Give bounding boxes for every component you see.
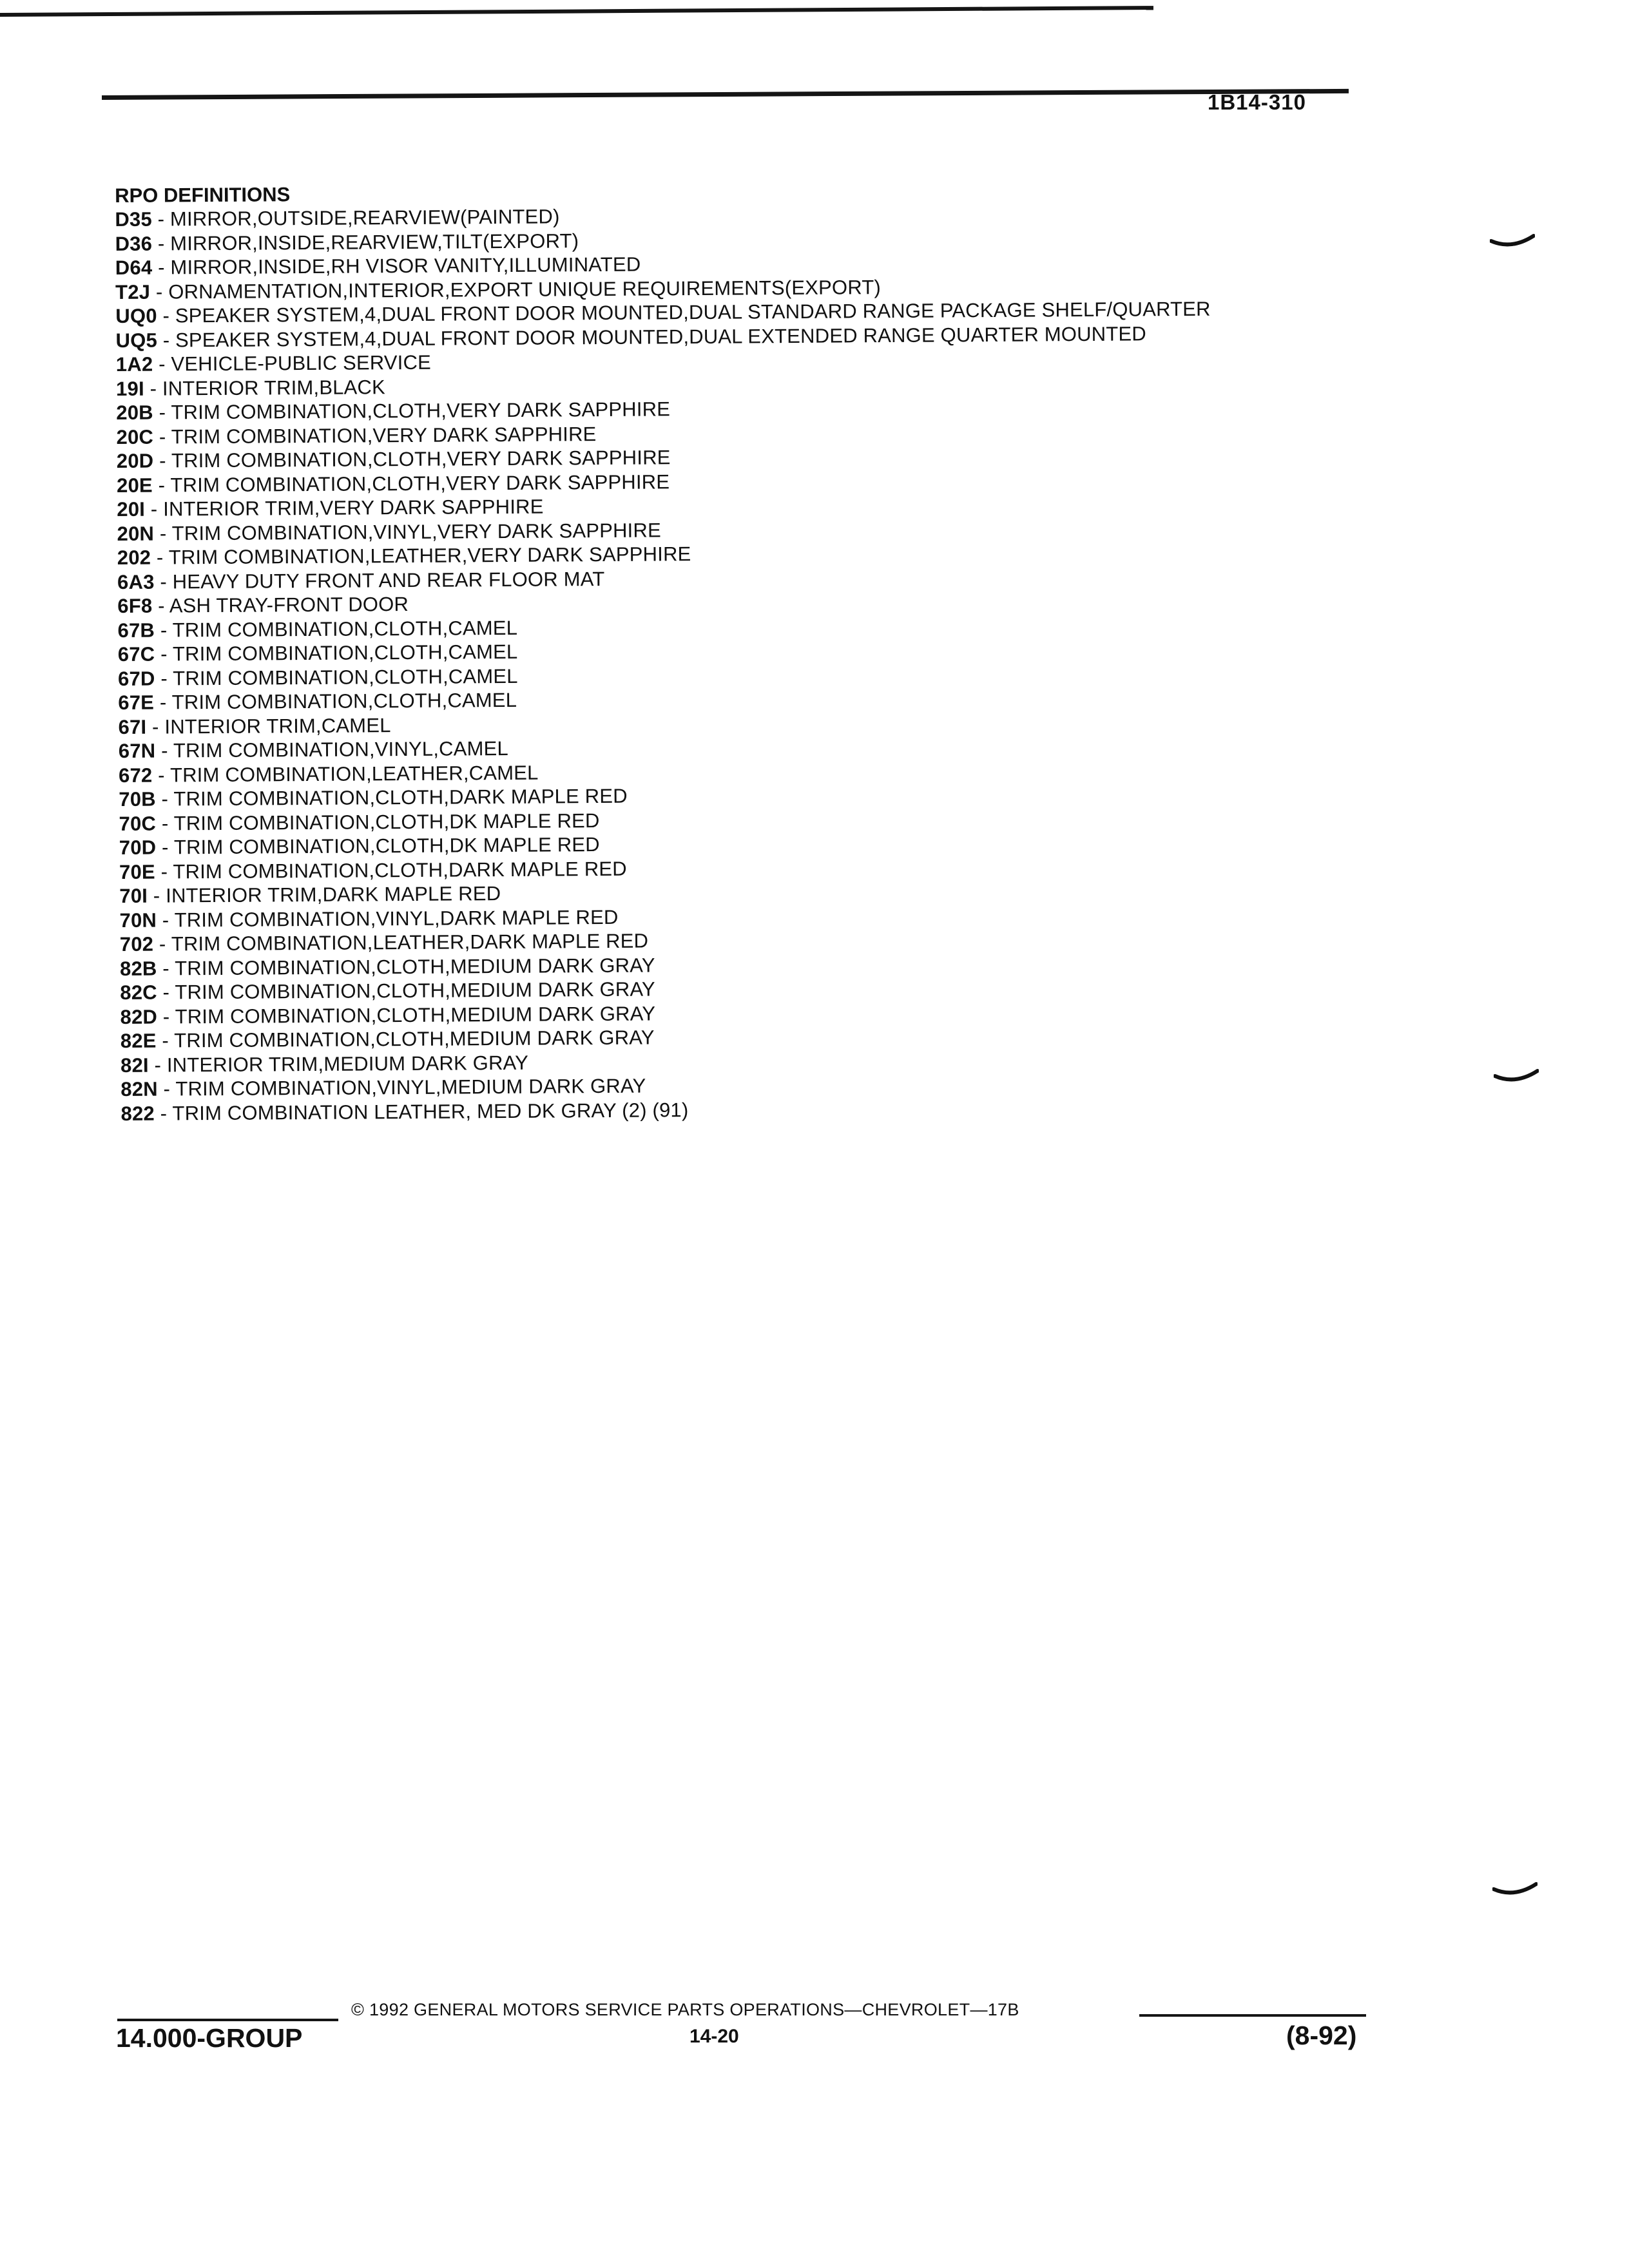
rpo-description: - TRIM COMBINATION,CLOTH,DARK MAPLE RED <box>155 857 627 883</box>
rpo-code: 70D <box>119 836 157 859</box>
rpo-description: - ORNAMENTATION,INTERIOR,EXPORT UNIQUE REQUIREMENTS(EXPORT) <box>150 275 882 303</box>
rpo-code: T2J <box>115 280 151 303</box>
binder-hole-mark-icon <box>1490 233 1535 250</box>
rpo-code: 82I <box>120 1053 149 1077</box>
rpo-description: - TRIM COMBINATION,CLOTH,MEDIUM DARK GRAY <box>157 1001 656 1028</box>
footer-page-number: 14-20 <box>689 2026 739 2047</box>
rpo-description: - TRIM COMBINATION,CLOTH,MEDIUM DARK GRAY <box>157 953 655 980</box>
rpo-description: - TRIM COMBINATION,VERY DARK SAPPHIRE <box>153 422 597 448</box>
rpo-code: 70N <box>119 908 157 932</box>
page-reference: 1B14-310 <box>1208 90 1306 114</box>
rpo-code: 20C <box>116 425 154 448</box>
binder-hole-mark-icon <box>1492 1881 1537 1898</box>
rpo-description: - INTERIOR TRIM,BLACK <box>144 375 386 400</box>
rpo-code: 20E <box>116 474 153 497</box>
rpo-code: 82D <box>120 1005 158 1028</box>
rpo-description: - INTERIOR TRIM,CAMEL <box>146 713 391 738</box>
binder-hole-mark-icon <box>1494 1068 1539 1085</box>
footer-date-code: (8-92) <box>1286 2021 1357 2050</box>
rpo-description: - MIRROR,OUTSIDE,REARVIEW(PAINTED) <box>151 205 560 231</box>
rpo-code: 82E <box>120 1029 157 1052</box>
header-rule <box>102 89 1349 100</box>
rpo-description: - TRIM COMBINATION,CLOTH,MEDIUM DARK GRAY <box>156 1026 655 1052</box>
rpo-description: - TRIM COMBINATION,LEATHER,DARK MAPLE RED <box>153 929 649 956</box>
rpo-definitions-section <box>115 175 1474 1126</box>
rpo-description: - TRIM COMBINATION,CLOTH,CAMEL <box>153 688 517 714</box>
rpo-description: - TRIM COMBINATION,CLOTH,MEDIUM DARK GRAY <box>157 977 655 1004</box>
rpo-code: 20N <box>117 522 155 545</box>
rpo-code: D36 <box>115 232 153 255</box>
rpo-code: 82N <box>120 1077 158 1100</box>
rpo-code: 6A3 <box>117 570 155 593</box>
rpo-code: 67C <box>117 642 155 666</box>
rpo-code: D35 <box>115 207 152 231</box>
rpo-description: - INTERIOR TRIM,MEDIUM DARK GRAY <box>148 1051 529 1077</box>
rpo-code: 67B <box>117 619 155 642</box>
rpo-code: 6F8 <box>117 594 153 617</box>
rpo-description: - MIRROR,INSIDE,RH VISOR VANITY,ILLUMINATED <box>152 253 641 279</box>
rpo-description: - TRIM COMBINATION,CLOTH,DK MAPLE RED <box>155 809 600 835</box>
rpo-code: 67E <box>118 691 155 714</box>
rpo-description: - TRIM COMBINATION,CLOTH,VERY DARK SAPPHIRE <box>153 398 671 424</box>
rpo-code: 70C <box>119 812 157 835</box>
rpo-description: - TRIM COMBINATION,VINYL,CAMEL <box>155 736 509 762</box>
rpo-description: - TRIM COMBINATION,CLOTH,VERY DARK SAPPHIRE <box>153 446 671 472</box>
rpo-description: - SPEAKER SYSTEM,4,DUAL FRONT DOOR MOUNTED,DUAL EXTENDED RANGE QUARTER MOUNTED <box>157 322 1147 352</box>
footer-rule-left <box>117 2019 338 2021</box>
rpo-code: 70B <box>119 787 156 811</box>
rpo-code: 67I <box>118 715 147 738</box>
top-rule <box>0 6 1153 17</box>
definition-list <box>115 198 1474 1126</box>
rpo-code: D64 <box>115 256 153 279</box>
rpo-code: 70I <box>119 884 148 907</box>
rpo-code: 20D <box>116 449 154 472</box>
rpo-code: 702 <box>119 932 154 956</box>
rpo-description: - TRIM COMBINATION,VINYL,VERY DARK SAPPHIRE <box>153 518 661 545</box>
rpo-description: - INTERIOR TRIM,VERY DARK SAPPHIRE <box>144 495 544 521</box>
rpo-description: - INTERIOR TRIM,DARK MAPLE RED <box>147 882 501 907</box>
rpo-description: - TRIM COMBINATION,CLOTH,CAMEL <box>155 664 518 690</box>
rpo-description: - TRIM COMBINATION,LEATHER,VERY DARK SAPPHIRE <box>151 543 691 569</box>
rpo-description: - TRIM COMBINATION,CLOTH,DARK MAPLE RED <box>155 784 628 811</box>
rpo-code: 67N <box>118 739 156 762</box>
rpo-code: 202 <box>117 546 151 569</box>
rpo-description: - VEHICLE-PUBLIC SERVICE <box>153 351 432 376</box>
rpo-description: - TRIM COMBINATION,LEATHER,CAMEL <box>152 761 539 787</box>
rpo-code: 67D <box>117 667 155 690</box>
rpo-code: 20I <box>117 497 146 521</box>
rpo-description: - TRIM COMBINATION,CLOTH,CAMEL <box>155 640 518 666</box>
footer-rule-right <box>1139 2014 1366 2017</box>
rpo-description: - TRIM COMBINATION,CLOTH,DK MAPLE RED <box>156 833 600 859</box>
rpo-code: UQ0 <box>115 304 157 327</box>
rpo-code: 20B <box>116 401 153 424</box>
rpo-description: - HEAVY DUTY FRONT AND REAR FLOOR MAT <box>154 567 605 593</box>
rpo-description: - TRIM COMBINATION,CLOTH,VERY DARK SAPPHIRE <box>152 470 670 497</box>
footer-copyright: © 1992 GENERAL MOTORS SERVICE PARTS OPERATIONS—CHEVROLET—17B <box>351 2000 1019 2019</box>
rpo-code: 672 <box>118 764 153 787</box>
rpo-description: - TRIM COMBINATION LEATHER, MED DK GRAY (2) (91) <box>154 1098 689 1125</box>
rpo-code: 1A2 <box>115 352 153 376</box>
rpo-description: - MIRROR,INSIDE,REARVIEW,TILT(EXPORT) <box>151 229 579 255</box>
rpo-code: 82B <box>119 957 157 980</box>
section-heading: RPO DEFINITIONS <box>115 183 291 207</box>
footer-group-label: 14.000-GROUP <box>116 2023 303 2053</box>
rpo-code: 19I <box>115 377 144 400</box>
rpo-description: - SPEAKER SYSTEM,4,DUAL FRONT DOOR MOUNTED,DUAL STANDARD RANGE PACKAGE SHELF/QUARTER <box>157 297 1211 327</box>
rpo-code: 70E <box>119 860 155 883</box>
rpo-description: - TRIM COMBINATION,VINYL,DARK MAPLE RED <box>156 905 619 932</box>
rpo-description: - TRIM COMBINATION,VINYL,MEDIUM DARK GRAY <box>157 1074 646 1100</box>
rpo-description: - ASH TRAY-FRONT DOOR <box>152 592 409 617</box>
rpo-description: - TRIM COMBINATION,CLOTH,CAMEL <box>154 616 518 642</box>
rpo-code: UQ5 <box>115 329 158 352</box>
rpo-code: 822 <box>120 1102 155 1125</box>
rpo-code: 82C <box>120 981 157 1004</box>
